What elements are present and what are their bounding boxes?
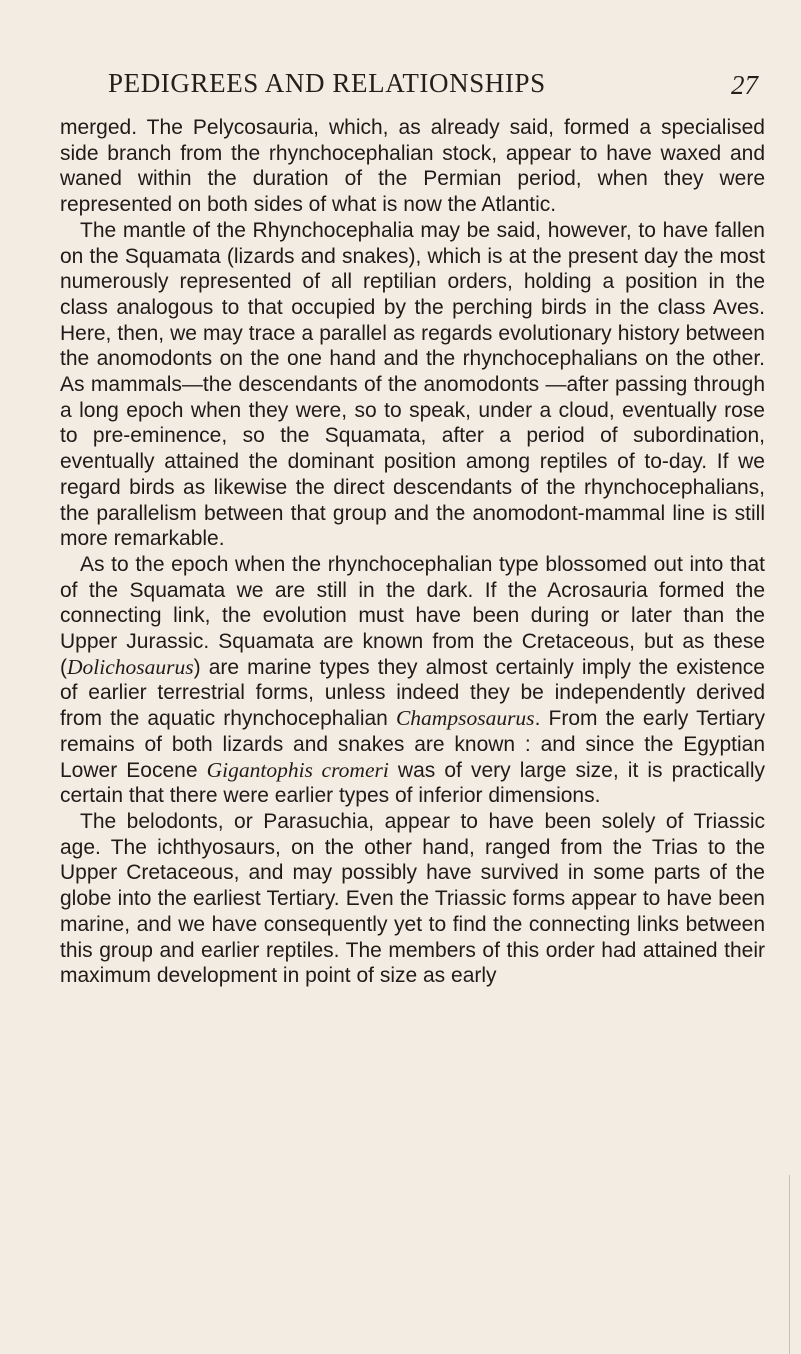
paragraph-continued: [60, 115, 765, 218]
page-number: 27: [731, 70, 758, 100]
paragraph-epoch-squamata: [60, 552, 765, 809]
taxon-name-italic: Gigantophis cromeri: [206, 757, 389, 782]
page-edge-line: [789, 1175, 790, 1354]
paragraph-squamata-mantle: [60, 218, 765, 552]
paragraph-belodonts: [60, 809, 765, 989]
taxon-name-italic: Dolichosaurus: [67, 654, 194, 679]
paragraph-text: As to the epoch when the rhynchocephalian type blossomed out into that of the Squamata we are still in the dark. If the Acrosauria formed the connecting link, the evolution must have been during or later than the Upper Jurassic. Squamata are known from the Cretaceous, but as these (: [60, 552, 765, 679]
paragraph-text: The mantle of the Rhynchocephalia may be said, however, to have fallen on the Squamata (lizards and snakes), which is at the present day the most numerously represented of all reptilian orders, holding a position in the class analogous to that occupied by the perching birds in the class Aves. Here, then, we may trace a parallel as regards evolutionary history between the anomodonts on the one hand and the rhynchocephalians on the other. As mammals—the descendants of the anomodonts —after passing through a long epoch when they were, so to speak, under a cloud, eventually rose to pre-eminence, so the Squamata, after a period of subordination, eventually attained the dominant position among reptiles of to-day. If we regard birds as likewise the direct descendants of the rhynchocephalians, the parallelism between that group and the anomodont-mammal line is still more remarkable.: [60, 218, 765, 551]
running-head: [108, 68, 758, 108]
page-header-title: PEDIGREES AND RELATIONSHIPS: [108, 68, 546, 98]
paragraph-text: merged. The Pelycosauria, which, as already said, formed a specialised side branch from the rhynchocephalian stock, appear to have waxed and waned within the duration of the Permian period, when they were represented on both sides of what is now the Atlantic.: [60, 116, 765, 217]
paragraph-text: . From the early Tertiary remains of both lizards and snakes are known : and since the Egyptian Lower Eocene: [60, 707, 765, 782]
taxon-name-italic: Champsosaurus: [395, 706, 535, 731]
paragraph-text: The belodonts, or Parasuchia, appear to have been solely of Triassic age. The ichthyosaurs, on the other hand, ranged from the Trias to the Upper Cretaceous, and may possibly have survived in some parts of the globe into the earliest Tertiary. Even the Triassic forms appear to have been marine, and we have consequently yet to find the connecting links between this group and earlier reptiles. The members of this order had attained their maximum development in point of size as early: [60, 809, 765, 988]
paragraph-text: ) are marine types they almost certainly imply the existence of earlier terrestrial forms, unless indeed they be independently derived from the aquatic rhynchocephalian: [60, 655, 765, 731]
paragraph-text: was of very large size, it is practically certain that there were earlier types of inferior dimensions.: [60, 758, 765, 808]
body-text: [60, 115, 765, 989]
